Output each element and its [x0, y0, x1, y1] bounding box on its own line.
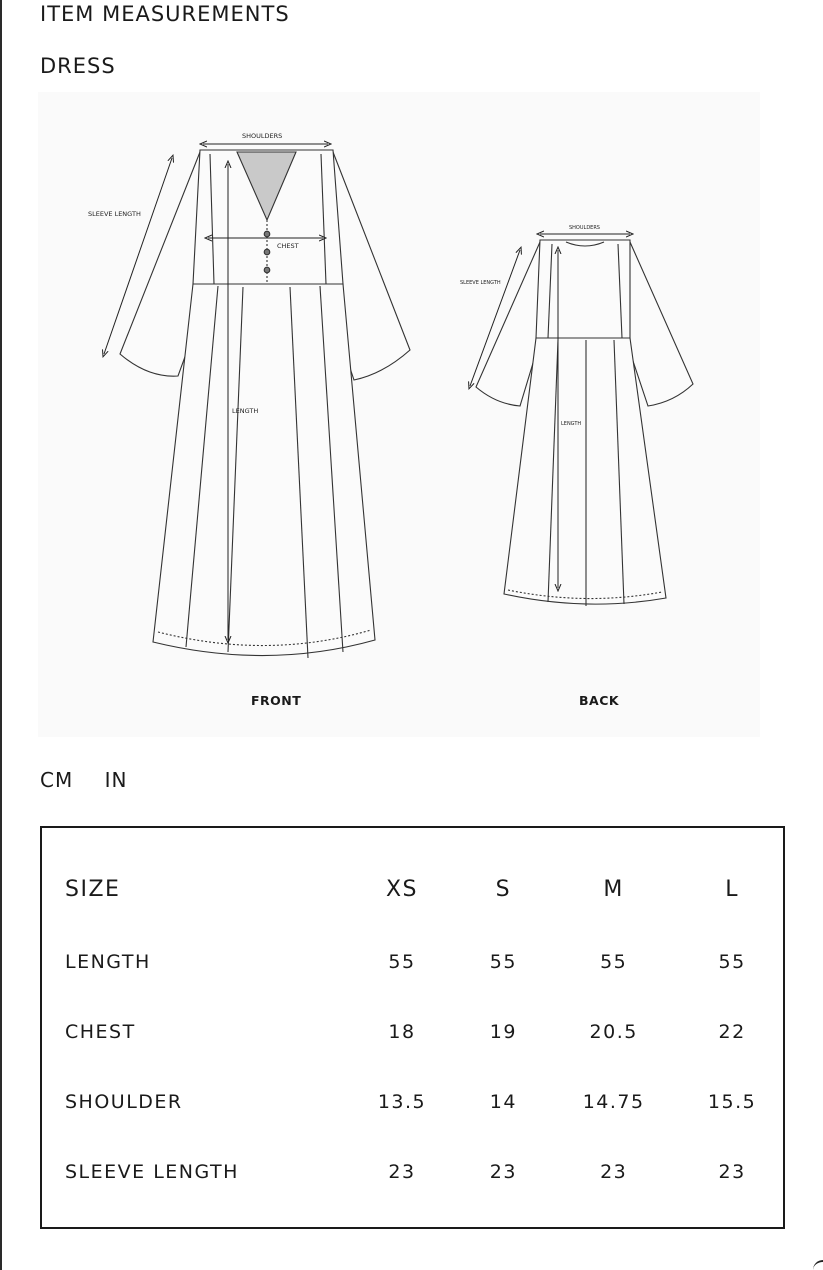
table-cell: 13.5 [377, 1091, 427, 1113]
unit-toggle [40, 768, 151, 792]
front-chest-label: CHEST [277, 242, 299, 250]
row-label-sleeve-length: SLEEVE LENGTH [65, 1161, 239, 1183]
corner-mark [813, 1260, 823, 1270]
table-cell: 55 [600, 951, 628, 973]
size-header-m: M [603, 876, 624, 902]
table-cell: 20.5 [589, 1021, 638, 1043]
back-view-label: BACK [579, 693, 620, 708]
back-shoulders-label: SHOULDERS [569, 225, 600, 231]
left-border [0, 0, 2, 1270]
back-length-label: LENGTH [561, 421, 582, 427]
table-row [65, 1067, 783, 1137]
table-row [65, 927, 783, 997]
table-cell: 14 [489, 1091, 517, 1113]
back-dress-drawing [476, 240, 693, 606]
front-sleeve-length-label: SLEEVE LENGTH [88, 210, 141, 218]
table-cell: 23 [600, 1161, 628, 1183]
table-cell: 22 [718, 1021, 746, 1043]
measurement-diagram [38, 92, 760, 737]
table-cell: 18 [388, 1021, 416, 1043]
size-header-s: S [495, 876, 512, 902]
table-cell: 23 [388, 1161, 416, 1183]
row-label-chest: CHEST [65, 1021, 136, 1043]
table-row [65, 997, 783, 1067]
table-cell: 14.75 [582, 1091, 645, 1113]
front-length-label: LENGTH [232, 407, 259, 415]
back-sleeve-length-label: SLEEVE LENGTH [460, 280, 501, 286]
table-cell: 55 [489, 951, 517, 973]
table-cell: 55 [388, 951, 416, 973]
table-cell: 23 [489, 1161, 517, 1183]
table-header-row [65, 851, 783, 927]
table-cell: 15.5 [707, 1091, 757, 1113]
size-table [65, 851, 783, 1207]
size-header-l: L [725, 876, 739, 902]
page-title: ITEM MEASUREMENTS [40, 2, 290, 26]
table-cell: 19 [489, 1021, 517, 1043]
size-table-container [40, 826, 785, 1229]
front-dress-drawing [120, 150, 410, 658]
dress-illustration [38, 92, 760, 737]
product-title: DRESS [40, 54, 116, 78]
table-row [65, 1137, 783, 1207]
row-label-shoulder: SHOULDER [65, 1091, 183, 1113]
unit-in-tab[interactable]: IN [104, 768, 128, 792]
front-shoulders-label: SHOULDERS [242, 132, 283, 140]
front-view-label: FRONT [251, 693, 302, 708]
row-label-length: LENGTH [65, 951, 151, 973]
size-header-xs: XS [385, 876, 419, 902]
table-cell: 55 [718, 951, 746, 973]
table-cell: 23 [718, 1161, 746, 1183]
size-header-label: SIZE [65, 876, 121, 902]
unit-cm-tab[interactable]: CM [40, 768, 74, 792]
